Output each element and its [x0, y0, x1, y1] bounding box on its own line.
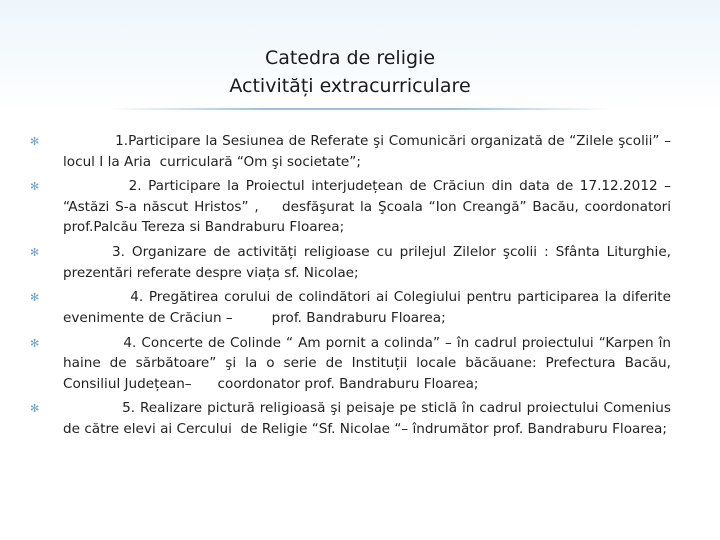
- title-line-1: Catedra de religie: [264, 47, 436, 69]
- list-item-text: 3. Organizare de activități religioase cu prilejul Zilelor şcolii : Sfânta Liturghie, prezentări referate despre viața sf. Nicolae;: [63, 244, 676, 281]
- list-item: [30, 333, 676, 395]
- title-line-2: Activități extracurriculare: [229, 75, 471, 97]
- activity-list: [30, 131, 676, 444]
- list-item-text: 2. Participare la Proiectul interjudețean de Crăciun din data de 17.12.2012 – “Astăzi S-a născut Hristos” , desfăşurat la Şcoala “Ion Creangă” Bacău, coordonatori prof.Palcău Tereza si Bandraburu Floarea;: [63, 178, 676, 236]
- slide-title: [0, 44, 700, 100]
- asterisk-bullet-icon: ✻: [30, 336, 40, 350]
- list-item: [30, 176, 676, 238]
- list-item-text: 1.Participare la Sesiunea de Referate şi Comunicări organizată de “Zilele şcolii” – locul I la Aria curriculară “Om şi societate”;: [63, 133, 676, 170]
- list-item: [30, 287, 676, 328]
- list-item: [30, 242, 676, 283]
- asterisk-bullet-icon: ✻: [30, 246, 40, 260]
- title-divider: [110, 108, 610, 110]
- list-item-text: 4. Pregătirea corului de colindători ai Colegiului pentru participarea la diferite evenimente de Crăciun – prof. Bandraburu Floarea;: [63, 289, 676, 326]
- list-item-text: 4. Concerte de Colinde “ Am pornit a colinda” – în cadrul proiectului “Karpen în haine de sărbătoare” şi la o serie de Instituții locale băcăuane: Prefectura Bacău, Consiliul Județean– coordonator prof. Bandraburu Floarea;: [63, 334, 676, 392]
- asterisk-bullet-icon: ✻: [30, 180, 40, 194]
- list-item-text: 5. Realizare pictură religioasă şi peisaje pe sticlă în cadrul proiectului Comenius de către elevi ai Cercului de Religie “Sf. Nicolae “– îndrumător prof. Bandraburu Floarea;: [63, 400, 676, 437]
- list-item: [30, 131, 676, 172]
- asterisk-bullet-icon: ✻: [30, 291, 40, 305]
- list-item: [30, 398, 676, 439]
- asterisk-bullet-icon: ✻: [30, 135, 40, 148]
- asterisk-bullet-icon: ✻: [30, 402, 40, 416]
